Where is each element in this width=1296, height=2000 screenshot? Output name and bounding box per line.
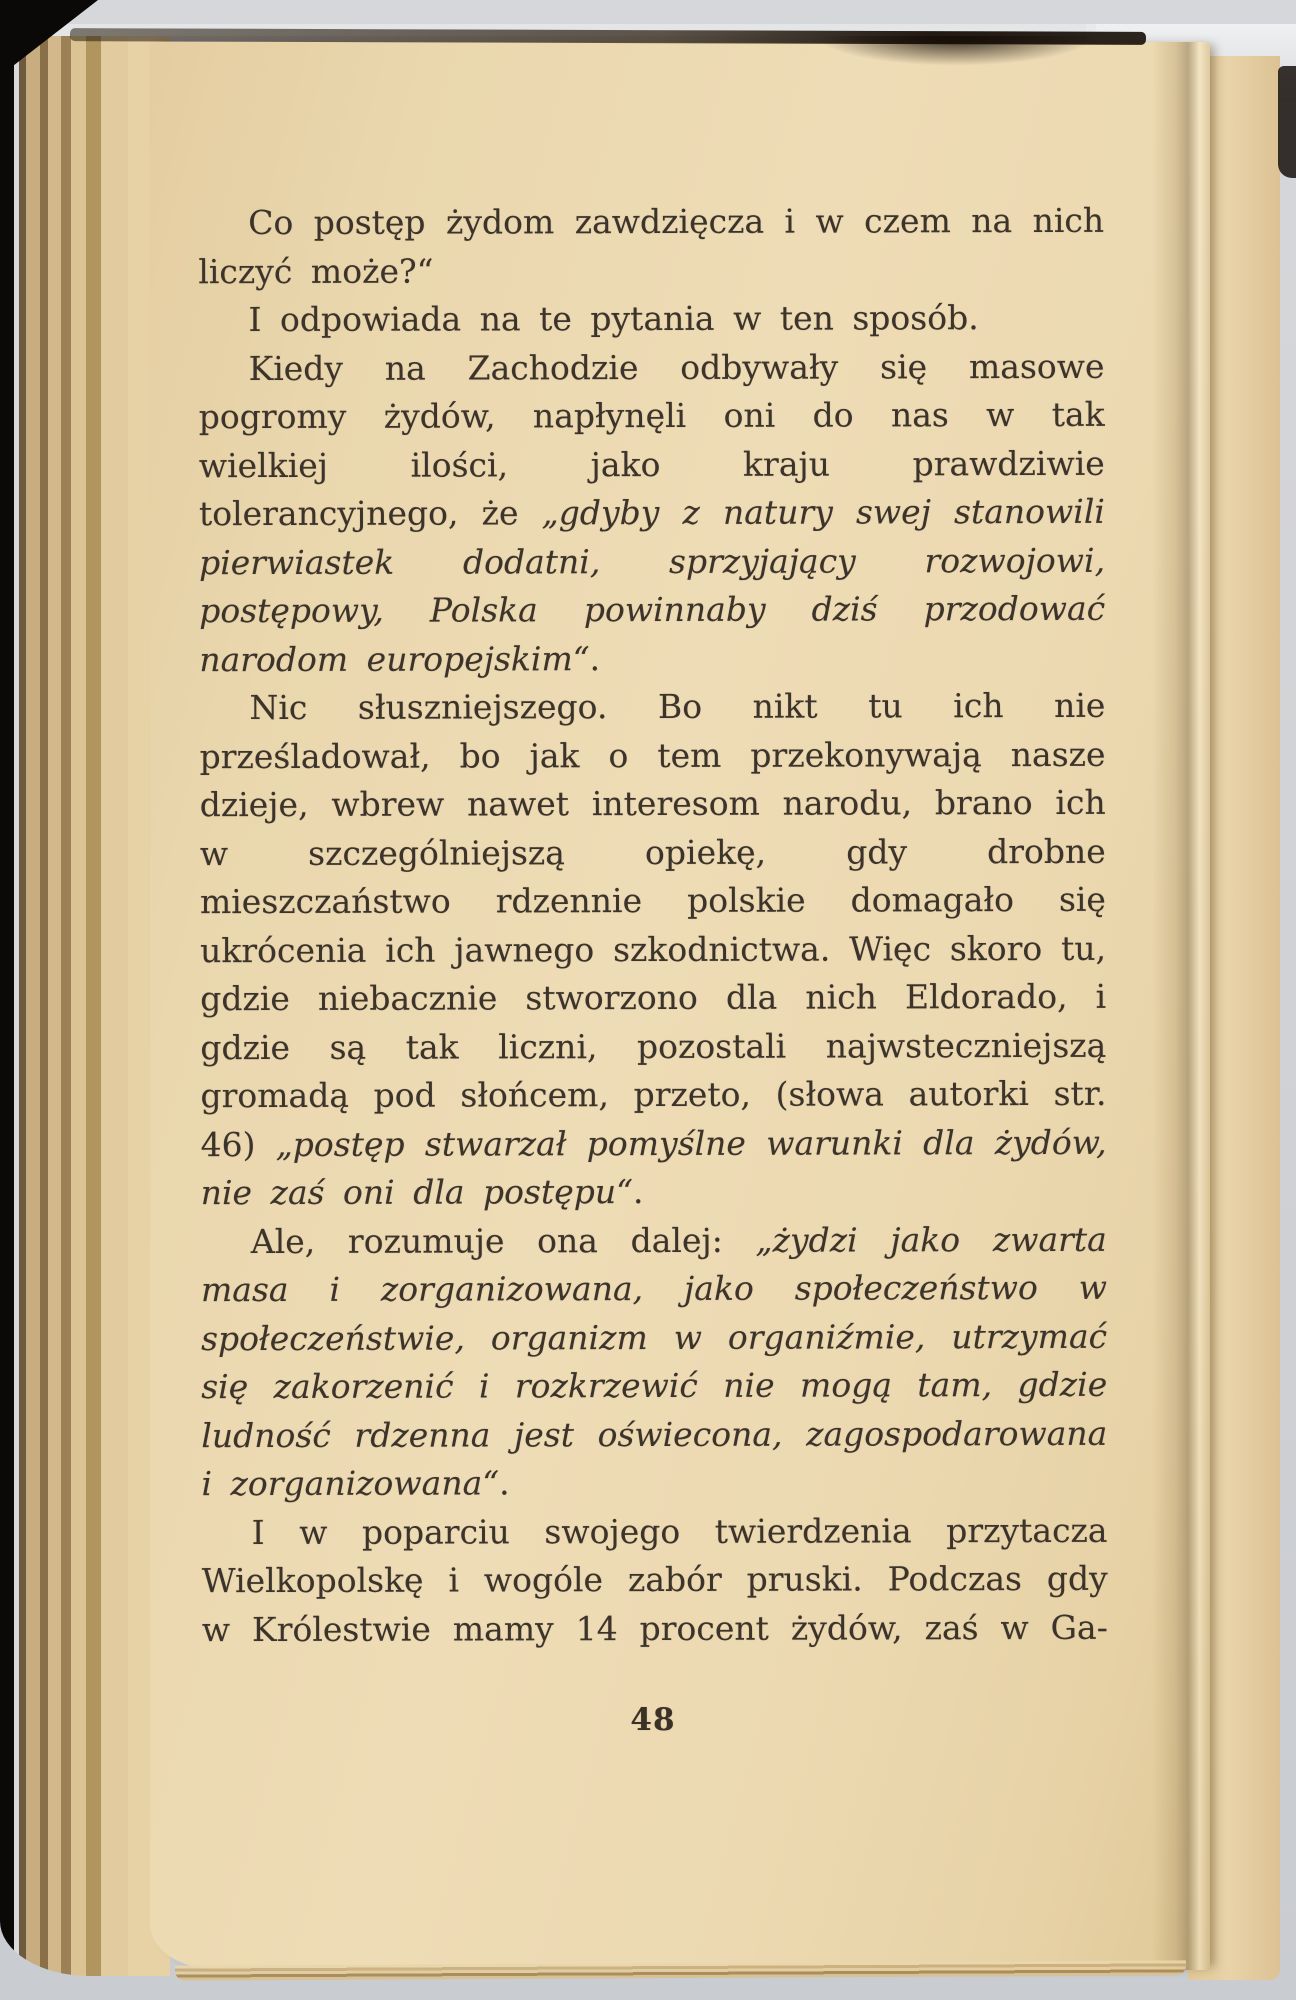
quoted-italic-text: „żydzi jako zwarta masa i zorganizowana, jako społeczeństwo w społeczeństwie, organizm w organiźmie, utrzymać się zakorzenić i rozkrzewić nie mogą tam, gdzie ludność rdzenna jest oświecona, zagospodarowana i zorganizowana“ [200, 1219, 1108, 1504]
body-text: Ale, rozumuje ona dalej: [250, 1220, 756, 1261]
body-text: . [499, 1463, 510, 1503]
paragraph [202, 1506, 1108, 1654]
paragraph [198, 197, 1104, 296]
top-edge-dark-mark [816, 36, 1096, 66]
paragraph [201, 1215, 1108, 1508]
quoted-italic-text: „postęp stwarzał pomyślne warunki dla żydów, nie zaś oni dla postępu“ [200, 1122, 1107, 1213]
body-text: Co postęp żydom zawdzięcza i w czem na nich liczyć może?“ [198, 200, 1105, 291]
paragraph [198, 342, 1105, 684]
body-text: I w poparciu swojego twierdzenia przytacza Wielkopolskę i wogóle zabór pruski. Podczas gdy w Królestwie mamy 14 procent żydów, zaś w Ga- [201, 1510, 1108, 1649]
body-text: . [589, 638, 601, 678]
right-dark-notch [1278, 66, 1296, 178]
text-block [198, 197, 1108, 1654]
paragraph [199, 682, 1106, 1218]
body-text: . [632, 1172, 644, 1212]
left-page-stack-edges [0, 36, 170, 1976]
quoted-italic-text: „gdyby z natury swej stanowili pierwiastek dodatni, sprzyjający rozwojowi, postępowy, Polska powinnaby dziś przodować narodom europejskim“ [198, 491, 1106, 679]
body-text: Kiedy na Zachodzie odbywały się masowe pogromy żydów, napłynęli oni do nas w tak wielkiej ilości, jako kraju prawdziwie tolerancyjnego, że [198, 346, 1105, 534]
body-text: I odpowiada na te pytania w ten sposób. [248, 298, 979, 340]
body-text: Nic słuszniejszego. Bo nikt tu ich nie prześladował, bo jak o tem przekonywają nasze dzieje, wbrew nawet interesom narodu, brano ich w szczególniejszą opiekę, gdy drobne mieszczaństwo rdzennie polskie domagało się ukrócenia ich jawnego szkodnictwa. Więc skoro tu, gdzie niebacznie stworzono dla nich Eldorado, i gdzie są tak liczni, pozostali najwsteczniejszą gromadą pod słońcem, przeto, (słowa autorki str. 46) [199, 685, 1107, 1164]
page-number: 48 [630, 1702, 676, 1738]
paragraph [198, 294, 1104, 345]
top-left-corner-shadow [0, 0, 98, 76]
